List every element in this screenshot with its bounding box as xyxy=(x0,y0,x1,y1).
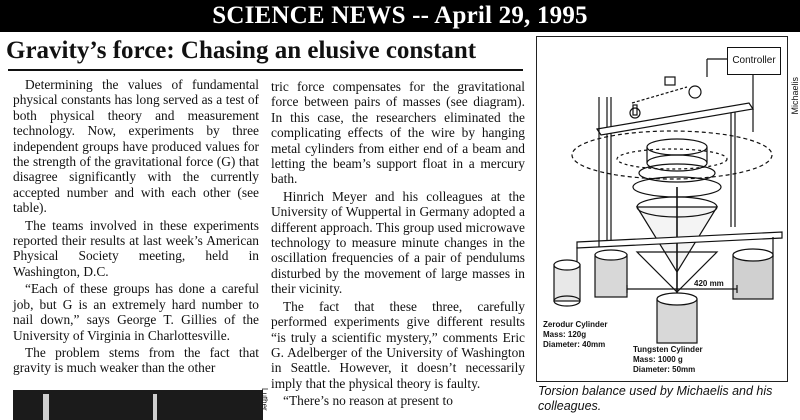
photo-detail xyxy=(43,394,49,420)
paragraph-continuation: tric force compensates for the gravitational force between pairs of masses (see diagram). In this case, the researchers eliminated the complicating effects of the wire by hanging metal cylinders from either end of a beam and letting the beam’s support float in a mercury bath. xyxy=(271,79,525,187)
diagram-credit: Michaelis xyxy=(790,77,800,115)
masthead: SCIENCE NEWS -- April 29, 1995 xyxy=(0,0,800,32)
distance-label: 420 mm xyxy=(694,279,724,288)
zerodur-label xyxy=(543,320,607,350)
photo-strip xyxy=(13,390,263,420)
article-column-2 xyxy=(271,79,525,411)
paragraph: Hinrich Meyer and his colleagues at the University of Wuppertal in Germany adopted a different approach. This group used microwave technology to measure minute changes in the oscillation frequencies of a pair of pendulums disturbed by the movement of large masses in their vicinity. xyxy=(271,188,525,297)
photo-detail xyxy=(153,394,157,420)
torsion-balance-diagram xyxy=(536,36,800,382)
tungsten-name: Tungsten Cylinder xyxy=(633,345,703,354)
paragraph: The fact that these three, carefully performed experiments give different results “is truly a scientific mystery,” comments Eric G. Adelberger of the University of Washington in Seattle. However, it doesn’t necessarily imply that the physical theory is faulty. xyxy=(271,298,525,391)
figure-caption: Torsion balance used by Michaelis and his colleagues. xyxy=(538,384,773,413)
paragraph: “There’s no reason at present to xyxy=(283,393,453,409)
tungsten-mass: Mass: 1000 g xyxy=(633,355,683,364)
controller-box: Controller xyxy=(727,47,781,75)
tungsten-diameter: Diameter: 50mm xyxy=(633,365,696,374)
zerodur-mass: Mass: 120g xyxy=(543,330,587,339)
headline: Gravity’s force: Chasing an elusive constant xyxy=(6,37,477,64)
paragraph: The problem stems from the fact that gravity is much weaker than the other xyxy=(13,344,259,376)
paragraph: Determining the values of fundamental physical constants has long served as a test of both physical theory and measurement technology. Now, experiments by three independent groups have produced values for the strength of the gravitational force (G) that disagree significantly with the currently accepted number and with each other (see table). xyxy=(13,77,259,216)
zerodur-diameter: Diameter: 40mm xyxy=(543,340,606,349)
photo-credit: Luther xyxy=(260,388,269,411)
zerodur-name: Zerodur Cylinder xyxy=(543,320,608,329)
paragraph: The teams involved in these experiments reported their results at last week’s American Physical Society meeting, held in Washington, D.C. xyxy=(13,217,259,279)
tungsten-label xyxy=(633,345,703,375)
article-column-1 xyxy=(13,77,259,378)
headline-rule xyxy=(8,69,523,71)
paragraph: “Each of these groups has done a careful job, but G is an extremely hard number to nail down,” says George T. Gillies of the University of Virginia in Charlottesville. xyxy=(13,281,259,343)
